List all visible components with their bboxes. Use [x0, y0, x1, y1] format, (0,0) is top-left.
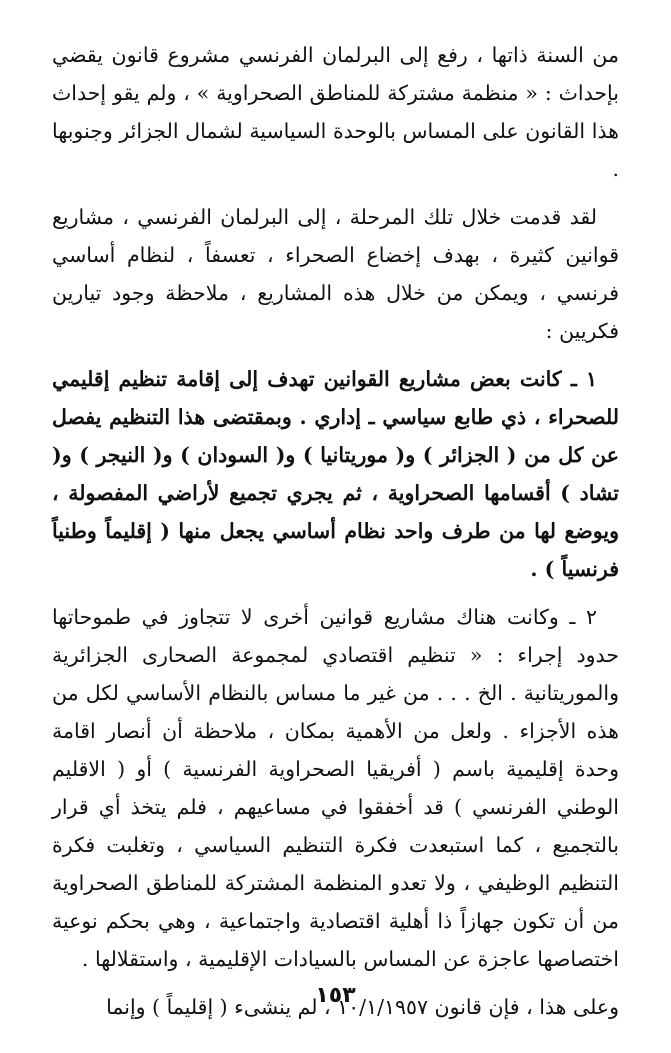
page-number: ١٥٣ — [315, 983, 356, 1008]
paragraph-second-current-economic-organization: ٢ ـ وكانت هناك مشاريع قوانين أخرى لا تتجاوز في طموحاتها حدود إجراء : « تنظيم اقتصادي لمجموعة الصحارى الجزائرية والموريتانية . الخ . . . من غير ما مساس بالنظام الأساسي لكل من هذه الأجزاء . ولعل من الأهمية بمكان ، ملاحظة أن أنصار اقامة وحدة إقليمية باسم ( أفريقيا الصحراوية الفرنسية ) أو ( الاقليم الوطني الفرنسي ) قد أخفقوا في مساعيهم ، فلم يتخذ أي قرار بالتجميع ، كما استبعدت فكرة التنظيم السياسي ، وتغلبت فكرة التنظيم الوظيفي ، ولا تعدو المنظمة المشتركة للمناطق الصحراوية من أن تكون جهازاً ذا أهلية اقتصادية واجتماعية ، وهي بحكم نوعية اختصاصها عاجزة عن المساس بالسيادات الإقليمية ، واستقلالها . — [52, 605, 619, 971]
paragraph-law-1957: وعلى هذا ، فإن قانون ١٠/١/١٩٥٧ ، لم ينشىء ( إقليماً ) وإنما — [106, 995, 619, 1019]
paragraph-first-current-regional-organization: ١ ـ كانت بعض مشاريع القوانين تهدف إلى إقامة تنظيم إقليمي للصحراء ، ذي طابع سياسي ـ إداري . وبمقتضى هذا التنظيم يفصل عن كل من ( الجزائر ) و( موريتانيا ) و( السودان ) و( النيجر ) و( تشاد ) أقسامها الصحراوية ، ثم يجري تجميع لأراضي المفصولة ، ويوضع لها من طرف واحد نظام أساسي يجعل منها ( إقليماً وطنياً فرنسياً ) . — [52, 367, 619, 581]
page-body — [52, 36, 619, 1036]
paragraph-saharan-organization-bill: من السنة ذاتها ، رفع إلى البرلمان الفرنسي مشروع قانون يقضي بإحداث : « منظمة مشتركة للمناطق الصحراوية » ، ولم يقو إحداث هذا القانون على المساس بالوحدة السياسية لشمال الجزائر وجنوبها . — [52, 43, 619, 181]
paragraph-bills-submitted: لقد قدمت خلال تلك المرحلة ، إلى البرلمان الفرنسي ، مشاريع قوانين كثيرة ، بهدف إخضاع الصحراء ، تعسفاً ، لنظام أساسي فرنسي ، ويمكن من خلال هذه المشاريع ، ملاحظة وجود تيارين فكريين : — [52, 205, 619, 343]
